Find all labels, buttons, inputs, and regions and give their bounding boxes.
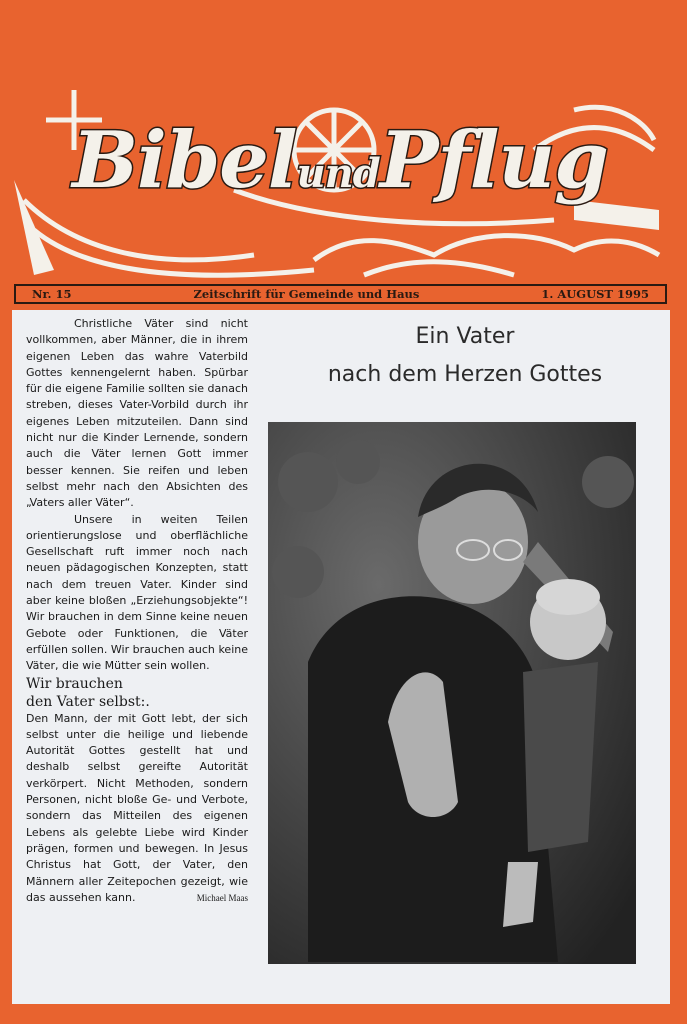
article-headline <box>270 318 660 394</box>
title-part-pflug: Pflug <box>379 115 608 206</box>
title-part-und: und <box>296 150 380 197</box>
publication-subtitle: Zeitschrift für Gemeinde und Haus <box>193 287 420 301</box>
masthead-title <box>20 115 660 206</box>
article-paragraph-2: Unsere in weiten Teilen orientierungslose und oberflächliche Gesellschaft ruft immer noch nach neuen pädagogischen Konzepten, statt nach dem treuen Vater. Kinder sind aber keine bloßen „Erziehungsobjekte“! Wir brauchen in dem Sinne keine neuen Gebote oder Funktionen, die Väter erfüllen sollen. Wir brauchen auch keine Väter, die wie Mütter sein wollen. <box>26 512 248 673</box>
issue-number: Nr. 15 <box>32 287 72 301</box>
author-name: Michael Maas <box>196 892 248 903</box>
article-column <box>26 316 248 906</box>
article-subheading-line-1: Wir brauchen <box>26 675 123 692</box>
title-part-bibel: Bibel <box>72 115 297 206</box>
issue-info-bar <box>14 284 667 304</box>
headline-line-2: nach dem Herzen Gottes <box>327 362 603 387</box>
headline-line-1: Ein Vater <box>415 324 515 349</box>
issue-date: 1. AUGUST 1995 <box>541 287 649 301</box>
article-subheading-line-2: den Vater selbst:. <box>26 693 150 710</box>
article-paragraph-3-text: Den Mann, der mit Gott lebt, der sich selbst unter die heilige und liebende Autorität Gottes gestellt hat und deshalb selbst gereifte Autorität verkörpert. Nicht Methoden, sondern Personen, nicht bloße Ge- und Verbote, sondern das Mitteilen des eigenen Lebens als gelebte Liebe wird Kinder prägen, formen und bewegen. In Jesus Christus hat Gott, der Vater, den Männern aller Zeitepochen gezeigt, wie das aussehen kann. <box>26 711 248 904</box>
article-paragraph-1: Christliche Väter sind nicht vollkommen, aber Männer, die in ihrem eigenen Leben das wahre Vaterbild Gottes kennengelernt haben. Spürbar für die eigene Familie sollten sie danach streben, dieses Vater-Vorbild durch ihr eigenes Leben mitzuteilen. Dann sind nicht nur die Kinder Lernende, sondern auch die Väter lernen Gott immer besser kennen. Sie reifen und leben selbst mehr nach den Absichten des „Vaters aller Väter“. <box>26 317 248 510</box>
article-paragraph-3 <box>26 711 248 907</box>
father-child-photo <box>268 422 636 964</box>
